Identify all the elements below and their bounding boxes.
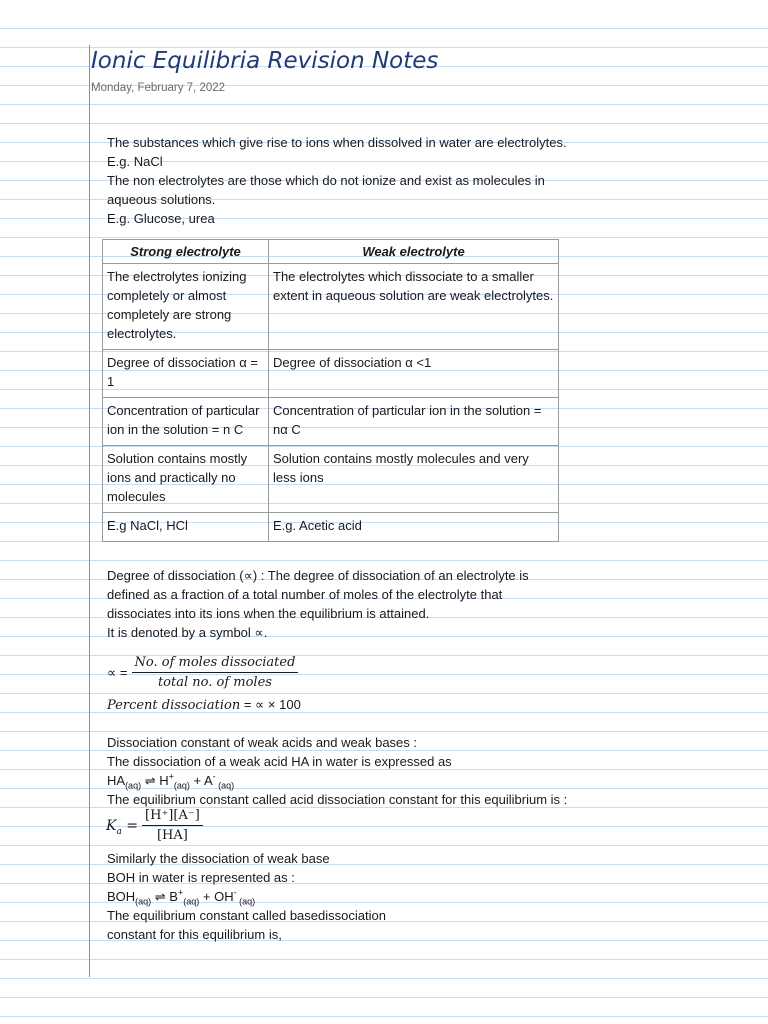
base-line: BOH in water is represented as : — [107, 870, 295, 885]
table-cell: The electrolytes ionizing completely or almost completely are strong electrolytes. — [103, 264, 269, 350]
base-line: Similarly the dissociation of weak base — [107, 851, 330, 866]
degree-line: It is denoted by a symbol ∝. — [107, 625, 268, 640]
alpha-denominator: total no. of moles — [157, 675, 272, 690]
table-row — [103, 350, 559, 398]
header-weak-electrolyte: Weak electrolyte — [269, 240, 559, 264]
base-line: constant for this equilibrium is, — [107, 927, 282, 942]
degree-of-dissociation-paragraph[interactable] — [107, 566, 529, 642]
weak-base-paragraph[interactable] — [107, 849, 386, 944]
table-row — [103, 398, 559, 446]
acid-equation: $HA_{(aq)}$ ⇌ $H^+_{(aq)} + A^-$ $_{(aq)}$ — [107, 771, 235, 791]
table-cell: Concentration of particular ion in the solution = nα C — [269, 398, 559, 446]
table-cell: Solution contains mostly molecules and very less ions — [269, 446, 559, 513]
percent-dissociation-formula[interactable] — [107, 697, 301, 713]
table-header-row — [103, 240, 559, 264]
electrolyte-comparison-table[interactable] — [102, 239, 559, 542]
intro-line: The substances which give rise to ions when dissolved in water are electrolytes. — [107, 135, 567, 150]
margin-line — [89, 45, 90, 977]
weak-acid-paragraph[interactable] — [107, 733, 567, 809]
percent-dissociation-rhs: = ∝ × 100 — [240, 697, 301, 712]
intro-line: The non electrolytes are those which do not ionize and exist as molecules in — [107, 173, 545, 188]
page-date: Monday, February 7, 2022 — [91, 82, 226, 94]
alpha-formula-lhs: ∝ = — [107, 664, 128, 680]
ka-fraction — [142, 808, 203, 843]
base-equation: $BOH_{(aq)}$ ⇌ $B^+_{(aq)} + OH^-$ $_{(aq)}$ — [107, 887, 256, 907]
table-cell: Degree of dissociation α <1 — [269, 350, 559, 398]
table-cell: E.g. Acetic acid — [269, 513, 559, 542]
table-cell: Concentration of particular ion in the solution = n C — [103, 398, 269, 446]
intro-paragraph[interactable] — [107, 133, 567, 228]
table-cell: Solution contains mostly ions and practically no molecules — [103, 446, 269, 513]
page-title[interactable]: Ionic Equilibria Revision Notes — [91, 48, 439, 74]
table-cell: The electrolytes which dissociate to a smaller extent in aqueous solution are weak electrolytes. — [269, 264, 559, 350]
alpha-formula[interactable] — [107, 655, 298, 690]
ka-numerator: [H⁺][A⁻] — [142, 808, 203, 826]
acid-line: The equilibrium constant called acid dissociation constant for this equilibrium is : — [107, 792, 568, 807]
acid-line: The dissociation of a weak acid HA in water is expressed as — [107, 754, 452, 769]
acid-line: Dissociation constant of weak acids and weak bases : — [107, 735, 418, 750]
intro-line: aqueous solutions. — [107, 192, 216, 207]
percent-dissociation-label: Percent dissociation — [107, 698, 241, 713]
alpha-numerator: No. of moles dissociated — [132, 655, 299, 673]
base-line: The equilibrium constant called basedissociation — [107, 908, 386, 923]
table-cell: E.g NaCl, HCl — [103, 513, 269, 542]
degree-line: defined as a fraction of a total number of moles of the electrolyte that — [107, 587, 503, 602]
ka-formula[interactable] — [106, 808, 203, 843]
degree-line: Degree of dissociation (∝) : The degree of dissociation of an electrolyte is — [107, 568, 529, 583]
intro-line: E.g. NaCl — [107, 154, 163, 169]
table-row — [103, 446, 559, 513]
table-row — [103, 264, 559, 350]
intro-line: E.g. Glucose, urea — [107, 211, 215, 226]
header-strong-electrolyte: Strong electrolyte — [103, 240, 269, 264]
table-cell: Degree of dissociation α = 1 — [103, 350, 269, 398]
ka-denominator: [HA] — [156, 828, 188, 843]
ka-lhs: $K_a$ = — [106, 817, 139, 837]
alpha-fraction — [132, 655, 299, 690]
degree-line: dissociates into its ions when the equilibrium is attained. — [107, 606, 430, 621]
table-row — [103, 513, 559, 542]
